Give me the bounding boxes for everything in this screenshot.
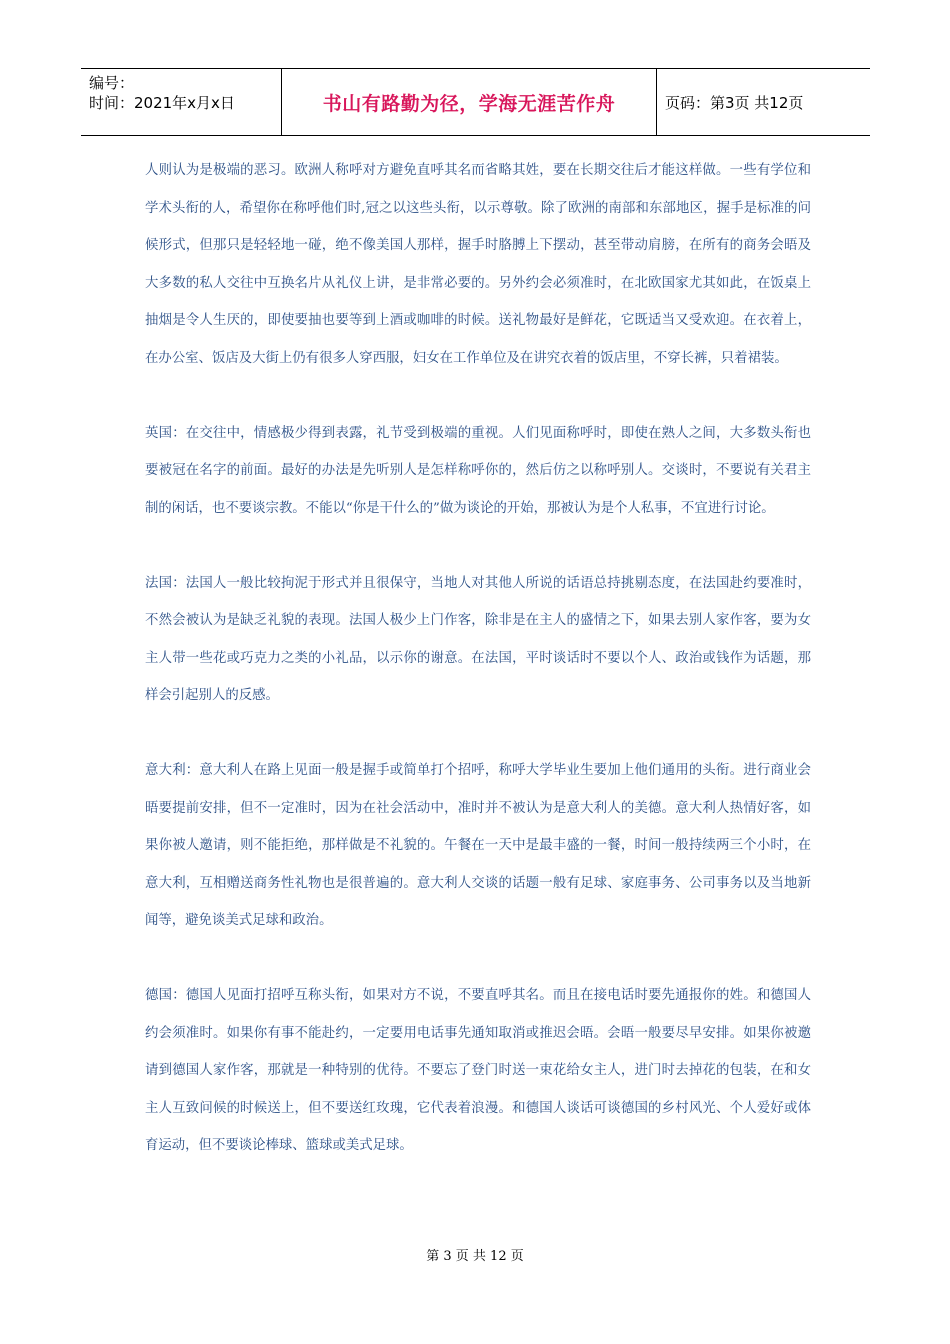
- page-header-table: [81, 68, 870, 136]
- paragraph-france: 法国：法国人一般比较拘泥于形式并且很保守，当地人对其他人所说的话语总持挑剔态度，在法国赴约要准时，不然会被认为是缺乏礼貌的表现。法国人极少上门作客，除非是在主人的盛情之下，如果去别人家作客，要为女主人带一些花或巧克力之类的小礼品，以示你的谢意。在法国，平时谈话时不要以个人、政治或钱作为话题，那样会引起别人的反感。: [145, 575, 811, 703]
- paragraph-europe: 人则认为是极端的恶习。欧洲人称呼对方避免直呼其名而省略其姓，要在长期交往后才能这样做。一些有学位和学术头衔的人，希望你在称呼他们时,冠之以这些头衔，以示尊敬。除了欧洲的南部和东部地区，握手是标准的问候形式，但那只是轻轻地一碰，绝不像美国人那样，握手时胳膊上下摆动，甚至带动肩膀，在所有的商务会晤及大多数的私人交往中互换名片从礼仪上讲，是非常必要的。另外约会必须准时，在北欧国家尤其如此，在饭桌上抽烟是令人生厌的，即使要抽也要等到上酒或咖啡的时候。送礼物最好是鲜花，它既适当又受欢迎。在衣着上，在办公室、饭店及大街上仍有很多人穿西服，妇女在工作单位及在讲究衣着的饭店里，不穿长裤，只着裙装。: [145, 163, 811, 366]
- header-meta-cell: [81, 69, 282, 135]
- paragraph-italy: 意大利：意大利人在路上见面一般是握手或简单打个招呼，称呼大学毕业生要加上他们通用的头衔。进行商业会晤要提前安排，但不一定准时，因为在社会活动中，准时并不被认为是意大利人的美德。意大利人热情好客，如果你被人邀请，则不能拒绝，那样做是不礼貌的。午餐在一天中是最丰盛的一餐，时间一般持续两三个小时，在意大利，互相赠送商务性礼物也是很普遍的。意大利人交谈的话题一般有足球、家庭事务、公司事务以及当地新闻等，避免谈美式足球和政治。: [145, 763, 811, 928]
- paragraph-germany: 德国：德国人见面打招呼互称头衔，如果对方不说，不要直呼其名。而且在接电话时要先通报你的姓。和德国人约会须准时。如果你有事不能赴约，一定要用电话事先通知取消或推迟会晤。会晤一般要尽早安排。如果你被邀请到德国人家作客，那就是一种特别的优待。不要忘了登门时送一束花给女主人，进门时去掉花的包装，在和女主人互致问候的时候送上，但不要送红玫瑰，它代表着浪漫。和德国人谈话可谈德国的乡村风光、个人爱好或体育运动，但不要谈论棒球、篮球或美式足球。: [145, 988, 811, 1153]
- document-date: 时间：2021年x月x日: [89, 94, 235, 112]
- page-footer: 第 3 页 共 12 页: [426, 1249, 524, 1264]
- document-body: [145, 152, 811, 1165]
- paragraph-uk: 英国：在交往中，情感极少得到表露，礼节受到极端的重视。人们见面称呼时，即使在熟人之间，大多数头衔也要被冠在名字的前面。最好的办法是先听别人是怎样称呼你的，然后仿之以称呼别人。交谈时，不要说有关君主制的闲话，也不要谈宗教。不能以“你是干什么的”做为谈论的开始，那被认为是个人私事，不宜进行讨论。: [145, 425, 811, 516]
- header-motto: 书山有路勤为径，学海无涯苦作舟: [282, 69, 657, 135]
- header-page-info: 页码：第3页 共12页: [665, 93, 804, 112]
- document-number-label: 编号：: [89, 74, 135, 92]
